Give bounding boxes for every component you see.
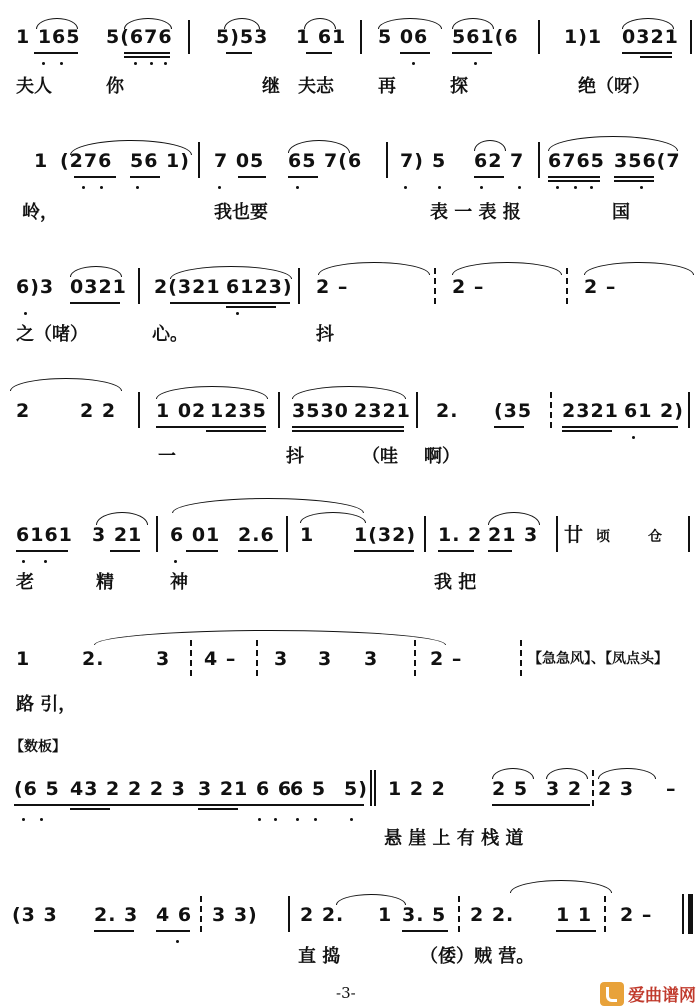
note-group: 3 21 [92, 524, 143, 546]
underline [130, 176, 160, 178]
slur [510, 880, 612, 893]
note-group: 7) [400, 150, 424, 172]
note-group: 4 – [204, 648, 237, 670]
slur [598, 768, 656, 779]
lyric: 心。 [152, 324, 188, 345]
note-group: 2 2. [470, 904, 515, 926]
low-dot [640, 186, 643, 189]
note-group: (3 3 [12, 904, 58, 926]
note-group: 6)3 [16, 276, 55, 298]
slur [124, 18, 172, 29]
lyric: 抖 [316, 324, 334, 345]
note-group: 3 3) [212, 904, 258, 926]
note-group: (276 [60, 150, 113, 172]
note-group: 6765 [548, 150, 605, 172]
low-dot [60, 62, 63, 65]
underline [206, 430, 266, 432]
slur [224, 18, 260, 29]
dashed-bar-line [592, 770, 594, 806]
low-dot [350, 818, 353, 821]
underline [34, 52, 78, 54]
underline [238, 550, 278, 552]
note-group: 3 2 [546, 778, 583, 800]
note-group: 6 5 [290, 778, 327, 800]
lyric: 老 [16, 572, 34, 593]
note-group: 62 7 [474, 150, 525, 172]
dashed-bar-line [256, 640, 258, 676]
underline [292, 426, 404, 428]
bar-line [424, 516, 426, 552]
lyric: 你 [106, 76, 124, 97]
lyric: 继 [262, 76, 280, 97]
site-name: 爱曲谱网 [628, 986, 696, 1006]
music-note-icon [600, 982, 624, 1006]
slur [96, 512, 148, 525]
final-bar-line [682, 894, 684, 934]
underline [614, 180, 654, 182]
underline [452, 52, 492, 54]
bar-line [138, 268, 140, 304]
note-group: 2321 [562, 400, 619, 422]
note-group: 5 [432, 150, 447, 172]
note-group: 1 165 [16, 26, 81, 48]
lyric: 绝（呀） [578, 76, 650, 97]
note-group: 7 05 [214, 150, 265, 172]
slur [70, 140, 192, 155]
note-group: 0321 [70, 276, 127, 298]
lyric: 表 一 表 报 [430, 202, 521, 223]
underline [124, 52, 170, 54]
underline [156, 426, 266, 428]
note-group: 3 [156, 648, 171, 670]
slur [452, 262, 562, 275]
underline [186, 550, 218, 552]
note-group: 1 1 [556, 904, 593, 926]
bar-line [538, 142, 540, 178]
note-group: – [666, 778, 677, 800]
bar-line [386, 142, 388, 178]
low-dot [412, 62, 415, 65]
slur [336, 894, 406, 905]
bar-line [288, 896, 290, 932]
slur [10, 378, 122, 391]
slur [288, 140, 350, 153]
dashed-bar-line [434, 268, 436, 304]
low-dot [174, 560, 177, 563]
underline [354, 550, 414, 552]
underline [170, 302, 290, 304]
underline [238, 176, 266, 178]
lyric: 我也要 [214, 202, 268, 223]
lyric: 夫人 [16, 76, 52, 97]
underline [288, 176, 318, 178]
slur [292, 386, 406, 399]
underline [198, 808, 238, 810]
underline [74, 176, 116, 178]
note-group: 3 [364, 648, 379, 670]
slur [170, 266, 292, 279]
underline [70, 302, 120, 304]
underline [156, 930, 190, 932]
slur [492, 768, 534, 779]
slur [584, 262, 694, 275]
underline [614, 176, 654, 178]
underline [402, 930, 448, 932]
page-number: -3- [336, 984, 356, 1002]
slur [378, 18, 442, 29]
note-group: 2 2. [300, 904, 345, 926]
underline [226, 306, 276, 308]
underline [562, 430, 612, 432]
lyric: 神 [170, 572, 188, 593]
low-dot [438, 186, 441, 189]
note-group: 2(321 [154, 276, 221, 298]
note-group: 1 [16, 648, 31, 670]
underline [492, 804, 590, 806]
lyric: 再 [378, 76, 396, 97]
note-group: 2 – [620, 904, 653, 926]
lyric: 夫志 [298, 76, 334, 97]
low-dot [42, 62, 45, 65]
low-dot [574, 186, 577, 189]
note-group: (6 5 [14, 778, 60, 800]
slur [94, 630, 446, 645]
low-dot [632, 436, 635, 439]
bar-line [156, 516, 158, 552]
bar-line [278, 392, 280, 428]
low-dot [480, 186, 483, 189]
note-group: 5)53 [216, 26, 269, 48]
note-group: 2321 [354, 400, 411, 422]
lyric: 之（啫） [16, 324, 88, 345]
low-dot [274, 818, 277, 821]
bar-line [416, 392, 418, 428]
note-group: 3 21 [198, 778, 249, 800]
note-group: 2. [436, 400, 459, 422]
bar-line [198, 142, 200, 178]
low-dot [556, 186, 559, 189]
note-group: 6161 [16, 524, 73, 546]
underline [226, 52, 252, 54]
note-group: 561(6 [452, 26, 519, 48]
low-dot [314, 818, 317, 821]
underline [110, 550, 140, 552]
lyric: 直 捣 [298, 946, 341, 967]
bar-line [688, 392, 690, 428]
underline [400, 52, 430, 54]
note-group: 2 – [430, 648, 463, 670]
bar-line [556, 516, 558, 552]
dashed-bar-line [520, 640, 522, 676]
note-group: 1 [378, 904, 393, 926]
site-watermark [600, 981, 696, 1006]
lyric: 岭， [22, 202, 58, 223]
note-group: 3530 [292, 400, 349, 422]
low-dot [22, 818, 25, 821]
lyric: （倭）贼 营。 [420, 946, 535, 967]
note-group: 43 2 [70, 778, 121, 800]
percussion-syllable: 仓 [648, 529, 662, 545]
low-dot [136, 186, 139, 189]
low-dot [176, 940, 179, 943]
note-group: 廿 [564, 524, 585, 546]
slur [474, 140, 506, 151]
note-group: 61 2) [624, 400, 684, 422]
low-dot [296, 818, 299, 821]
low-dot [44, 560, 47, 563]
note-group: 3. 5 [402, 904, 447, 926]
slur [546, 768, 588, 779]
percussion-syllable: 顷 [596, 529, 610, 545]
underline [548, 176, 600, 178]
note-group: 6 01 [170, 524, 221, 546]
note-group: 56 1) [130, 150, 190, 172]
bar-line [370, 770, 372, 806]
bar-line [138, 392, 140, 428]
note-group: 2 5 [492, 778, 529, 800]
underline [14, 804, 364, 806]
note-group: 2 – [452, 276, 485, 298]
lyric: （哇 [362, 446, 398, 467]
note-group: 3 [274, 648, 289, 670]
underline [306, 52, 332, 54]
lyric: 国 [612, 202, 630, 223]
lyric: 悬 崖 上 有 栈 道 [384, 828, 524, 849]
note-group: 5) [344, 778, 368, 800]
slur [452, 18, 494, 29]
bar-line [188, 20, 190, 54]
low-dot [100, 186, 103, 189]
dashed-bar-line [414, 640, 416, 676]
bar-line [690, 20, 692, 54]
bar-line [286, 516, 288, 552]
bar-line [374, 770, 376, 806]
bar-line [360, 20, 362, 54]
low-dot [218, 186, 221, 189]
low-dot [82, 186, 85, 189]
note-group: 1(32) [354, 524, 417, 546]
section-label: 【数板】 [10, 739, 66, 755]
slur [488, 512, 540, 525]
bar-line [688, 516, 690, 552]
slur [304, 18, 336, 29]
dashed-bar-line [550, 392, 552, 428]
underline [292, 430, 404, 432]
underline [474, 176, 504, 178]
underline [124, 56, 170, 58]
lyric: 我 把 [434, 572, 477, 593]
underline [562, 426, 678, 428]
slur [622, 18, 674, 29]
dashed-bar-line [566, 268, 568, 304]
note-group: 1. 2 [438, 524, 483, 546]
low-dot [150, 62, 153, 65]
underline [94, 930, 134, 932]
slur [70, 266, 122, 277]
lyric: 探 [450, 76, 468, 97]
note-group: 2 2 3 [128, 778, 186, 800]
note-group: 5 06 [378, 26, 429, 48]
low-dot [164, 62, 167, 65]
low-dot [474, 62, 477, 65]
low-dot [404, 186, 407, 189]
underline [548, 180, 600, 182]
low-dot [134, 62, 137, 65]
note-group: 2. 3 [94, 904, 139, 926]
dashed-bar-line [458, 896, 460, 932]
underline [70, 808, 110, 810]
underline [556, 930, 596, 932]
note-group: 2.6 [238, 524, 275, 546]
slur [172, 498, 364, 513]
dashed-bar-line [190, 640, 192, 676]
bar-line [298, 268, 300, 304]
note-group: 2 2 [80, 400, 117, 422]
slur [300, 512, 366, 523]
low-dot [24, 312, 27, 315]
note-group: 356(7 [614, 150, 681, 172]
note-group: 1 61 [296, 26, 347, 48]
note-group: 1235 [210, 400, 267, 422]
final-bar-line [688, 894, 693, 934]
lyric: 抖 [286, 446, 304, 467]
note-group: 0321 [622, 26, 679, 48]
lyric: 路 引， [16, 694, 77, 715]
underline [488, 550, 512, 552]
percussion-cue: 【急急风】、【凤点头】 [528, 651, 668, 667]
low-dot [258, 818, 261, 821]
low-dot [40, 818, 43, 821]
low-dot [296, 186, 299, 189]
lyric: 一 [158, 446, 176, 467]
low-dot [22, 560, 25, 563]
dashed-bar-line [200, 896, 202, 932]
note-group: 2. [82, 648, 105, 670]
underline [640, 56, 672, 58]
lyric: 精 [96, 572, 114, 593]
note-group: 1 2 2 [388, 778, 446, 800]
underline [622, 52, 672, 54]
note-group: 1)1 [564, 26, 603, 48]
note-group: 21 3 [488, 524, 539, 546]
lyric: 啊） [424, 446, 460, 467]
note-group: 3 [318, 648, 333, 670]
underline [16, 550, 68, 552]
note-group: 4 6 [156, 904, 193, 926]
note-group: (35 [494, 400, 533, 422]
bar-line [538, 20, 540, 54]
note-group: 2 – [316, 276, 349, 298]
note-group: 2 – [584, 276, 617, 298]
underline [494, 426, 524, 428]
slur [548, 136, 678, 151]
note-group: 1 [34, 150, 49, 172]
low-dot [236, 312, 239, 315]
note-group: 1 [300, 524, 315, 546]
slur [318, 262, 430, 275]
low-dot [518, 186, 521, 189]
note-group: 1 02 [156, 400, 207, 422]
note-group: 5(676 [106, 26, 173, 48]
slur [36, 18, 78, 29]
note-group: 2 3 [598, 778, 635, 800]
note-group: 2 [16, 400, 31, 422]
dashed-bar-line [604, 896, 606, 932]
note-group: 6123) [226, 276, 293, 298]
underline [438, 550, 474, 552]
note-group: 65 7(6 [288, 150, 363, 172]
slur [156, 386, 268, 399]
low-dot [590, 186, 593, 189]
note-group: 6 6 [256, 778, 293, 800]
